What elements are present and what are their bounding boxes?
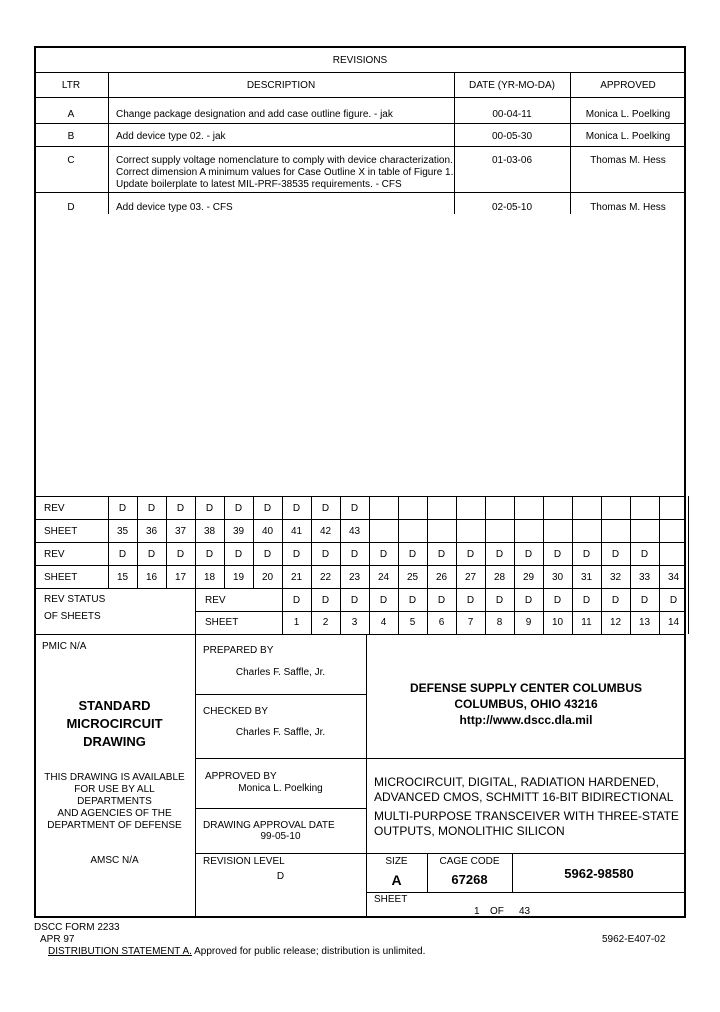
- size-value: A: [391, 872, 402, 888]
- status-cell: 2: [322, 617, 329, 628]
- status-cell: 10: [551, 617, 564, 628]
- amsc-label: AMSC N/A: [90, 855, 139, 866]
- revision-approver: Thomas M. Hess: [590, 155, 666, 166]
- sheet-label: SHEET: [44, 572, 78, 583]
- status-cell: D: [408, 549, 417, 560]
- status-cell: 35: [116, 526, 129, 537]
- status-cell: D: [640, 549, 649, 560]
- rev-status-label: REV STATUS: [44, 594, 106, 605]
- status-cell: D: [350, 549, 359, 560]
- status-cell: 1: [293, 617, 300, 628]
- checked-by-name: Charles F. Saffle, Jr.: [235, 727, 326, 738]
- revision-ltr: A: [67, 109, 75, 120]
- status-cell: 33: [638, 572, 651, 583]
- status-cell: 36: [145, 526, 158, 537]
- rev-label: REV: [205, 595, 226, 606]
- status-cell: 7: [467, 617, 474, 628]
- status-cell: 8: [496, 617, 503, 628]
- drawing-number: 5962-98580: [564, 866, 634, 881]
- status-cell: 3: [351, 617, 358, 628]
- status-cell: 29: [522, 572, 535, 583]
- revision-approver: Thomas M. Hess: [590, 202, 666, 213]
- status-cell: 32: [609, 572, 622, 583]
- status-cell: D: [321, 503, 330, 514]
- status-cell: D: [611, 595, 620, 606]
- status-cell: 43: [348, 526, 361, 537]
- status-cell: D: [582, 595, 591, 606]
- agency-address: COLUMBUS, OHIO 43216: [454, 697, 598, 711]
- revisions-title: REVISIONS: [332, 55, 388, 66]
- revision-description: Correct supply voltage nomenclature to comply with device characterization.: [116, 155, 453, 166]
- sheet-label: SHEET: [205, 617, 239, 628]
- availability-text: AND AGENCIES OF THE: [57, 808, 172, 819]
- status-cell: D: [466, 595, 475, 606]
- status-cell: D: [176, 549, 185, 560]
- sheet-number: 1: [474, 906, 480, 917]
- status-cell: D: [669, 595, 678, 606]
- status-cell: 19: [232, 572, 245, 583]
- status-cell: D: [553, 595, 562, 606]
- status-cell: 6: [438, 617, 445, 628]
- drawing-title: MICROCIRCUIT, DIGITAL, RADIATION HARDENED,: [374, 775, 659, 789]
- status-cell: 12: [609, 617, 622, 628]
- form-date: APR 97: [40, 934, 75, 945]
- revision-description: Change package designation and add case outline figure. - jak: [116, 109, 393, 120]
- revision-level-label: REVISION LEVEL: [203, 856, 285, 867]
- of-sheets-label: OF SHEETS: [44, 611, 101, 622]
- status-cell: D: [350, 595, 359, 606]
- drawing-title: MULTI-PURPOSE TRANSCEIVER WITH THREE-STATE: [374, 809, 679, 823]
- status-cell: D: [611, 549, 620, 560]
- availability-text: DEPARTMENTS: [77, 796, 152, 807]
- status-cell: 34: [667, 572, 680, 583]
- status-cell: 18: [203, 572, 216, 583]
- status-cell: 14: [667, 617, 680, 628]
- status-cell: 39: [232, 526, 245, 537]
- status-cell: D: [553, 549, 562, 560]
- prepared-by-name: Charles F. Saffle, Jr.: [235, 667, 326, 678]
- status-cell: 4: [380, 617, 387, 628]
- availability-text: DEPARTMENT OF DEFENSE: [47, 820, 182, 831]
- header-description: DESCRIPTION: [246, 80, 316, 91]
- approved-by-label: APPROVED BY: [205, 771, 277, 782]
- status-cell: 15: [116, 572, 129, 583]
- header-approved: APPROVED: [600, 80, 656, 91]
- status-cell: D: [466, 549, 475, 560]
- rev-label: REV: [44, 549, 65, 560]
- sheet-total: 43: [519, 906, 531, 917]
- agency-url: http://www.dscc.dla.mil: [459, 713, 593, 727]
- status-cell: 22: [319, 572, 332, 583]
- status-cell: D: [640, 595, 649, 606]
- distribution-label: DISTRIBUTION STATEMENT A.: [48, 946, 192, 957]
- status-cell: 9: [525, 617, 532, 628]
- status-cell: 27: [464, 572, 477, 583]
- distribution-text: Approved for public release; distribution is unlimited.: [191, 946, 426, 957]
- status-cell: 40: [261, 526, 274, 537]
- revision-ltr: C: [67, 155, 75, 166]
- revision-date: 01-03-06: [491, 155, 533, 166]
- standard-title: DRAWING: [83, 734, 146, 749]
- revision-description: Add device type 02. - jak: [116, 131, 226, 142]
- status-cell: 11: [581, 617, 592, 628]
- header-ltr: LTR: [61, 80, 81, 91]
- status-cell: D: [292, 503, 301, 514]
- status-cell: D: [408, 595, 417, 606]
- revision-date: 00-04-11: [492, 109, 532, 120]
- approved-by-name: Monica L. Poelking: [238, 783, 323, 794]
- agency-name: DEFENSE SUPPLY CENTER COLUMBUS: [409, 681, 643, 695]
- status-cell: D: [147, 549, 156, 560]
- status-cell: 42: [319, 526, 332, 537]
- status-cell: 37: [174, 526, 187, 537]
- drawing-title: OUTPUTS, MONOLITHIC SILICON: [374, 824, 565, 838]
- status-cell: D: [234, 503, 243, 514]
- status-cell: D: [524, 595, 533, 606]
- revision-level: D: [276, 871, 285, 882]
- status-cell: D: [292, 549, 301, 560]
- size-label: SIZE: [385, 856, 408, 867]
- status-cell: D: [582, 549, 591, 560]
- status-cell: 17: [174, 572, 187, 583]
- approval-date: 99-05-10: [260, 831, 301, 842]
- revision-ltr: D: [67, 202, 75, 213]
- revision-ltr: B: [67, 131, 75, 142]
- status-cell: 5: [409, 617, 416, 628]
- status-cell: D: [205, 549, 214, 560]
- status-cell: D: [437, 595, 446, 606]
- rev-label: REV: [44, 503, 65, 514]
- status-cell: D: [263, 503, 272, 514]
- approval-date-label: DRAWING APPROVAL DATE: [203, 820, 335, 831]
- status-cell: 41: [290, 526, 303, 537]
- status-cell: 30: [551, 572, 564, 583]
- checked-by-label: CHECKED BY: [203, 706, 269, 717]
- availability-text: THIS DRAWING IS AVAILABLE: [44, 772, 185, 783]
- form-number: DSCC FORM 2233: [34, 922, 120, 933]
- status-cell: D: [118, 503, 127, 514]
- status-cell: D: [176, 503, 185, 514]
- status-cell: D: [234, 549, 243, 560]
- document-code: 5962-E407-02: [602, 934, 666, 945]
- status-cell: 31: [580, 572, 593, 583]
- prepared-by-label: PREPARED BY: [203, 645, 274, 656]
- status-cell: D: [205, 503, 214, 514]
- status-cell: D: [263, 549, 272, 560]
- status-cell: 26: [435, 572, 448, 583]
- status-cell: D: [321, 549, 330, 560]
- revision-description: Update boilerplate to latest MIL-PRF-38535 requirements. - CFS: [116, 179, 402, 190]
- status-cell: D: [292, 595, 301, 606]
- status-cell: D: [147, 503, 156, 514]
- revision-description: Add device type 03. - CFS: [116, 202, 233, 213]
- status-cell: D: [495, 549, 504, 560]
- revision-date: 02-05-10: [491, 202, 533, 213]
- cage-code: 67268: [451, 872, 488, 887]
- status-cell: D: [321, 595, 330, 606]
- revision-approver: Monica L. Poelking: [585, 109, 671, 120]
- status-cell: D: [379, 549, 388, 560]
- status-cell: D: [495, 595, 504, 606]
- pmic-label: PMIC N/A: [42, 641, 87, 652]
- status-cell: D: [350, 503, 359, 514]
- distribution-statement: [48, 946, 425, 958]
- status-cell: 24: [377, 572, 390, 583]
- status-cell: 16: [145, 572, 158, 583]
- status-cell: D: [379, 595, 388, 606]
- status-cell: D: [524, 549, 533, 560]
- status-cell: 25: [406, 572, 419, 583]
- standard-title: STANDARD: [78, 698, 151, 713]
- revision-date: 00-05-30: [491, 131, 533, 142]
- revision-approver: Monica L. Poelking: [585, 131, 671, 142]
- revision-description: Correct dimension A minimum values for Case Outline X in table of Figure 1.: [116, 167, 454, 178]
- drawing-title: ADVANCED CMOS, SCHMITT 16-BIT BIDIRECTIONAL: [374, 790, 674, 804]
- cage-code-label: CAGE CODE: [439, 856, 500, 867]
- sheet-label: SHEET: [374, 894, 408, 905]
- status-cell: 21: [290, 572, 303, 583]
- status-cell: 23: [348, 572, 361, 583]
- header-date: DATE (YR-MO-DA): [469, 80, 555, 91]
- status-cell: D: [437, 549, 446, 560]
- status-cell: 38: [203, 526, 216, 537]
- status-cell: D: [118, 549, 127, 560]
- status-cell: 28: [493, 572, 506, 583]
- status-cell: 20: [261, 572, 274, 583]
- standard-title: MICROCIRCUIT: [66, 716, 163, 731]
- sheet-label: SHEET: [44, 526, 78, 537]
- sheet-of: OF: [490, 906, 504, 917]
- status-cell: 13: [638, 617, 651, 628]
- availability-text: FOR USE BY ALL: [74, 784, 155, 795]
